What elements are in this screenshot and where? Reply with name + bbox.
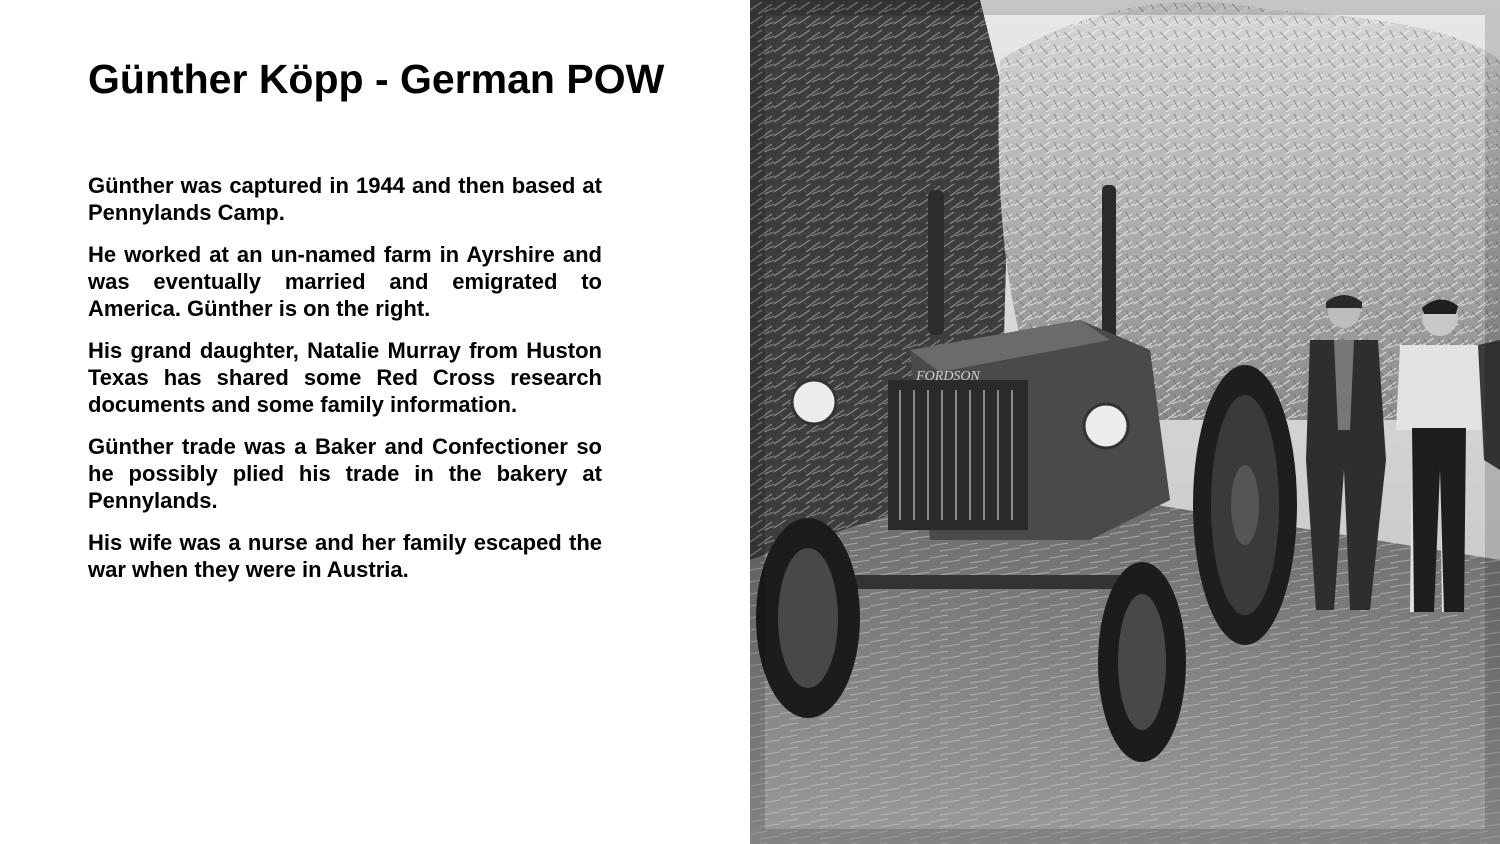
tractor-badge: FORDSON	[916, 369, 980, 384]
paragraph-wife: His wife was a nurse and her family escaped the war when they were in Austria.	[88, 530, 602, 582]
tractor-photo-drawing	[750, 0, 1500, 844]
body-text	[88, 172, 602, 598]
page-title: Günther Köpp - German POW	[88, 56, 665, 102]
paragraph-granddaughter: His grand daughter, Natalie Murray from Huston Texas has shared some Red Cross research documents and some family information.	[88, 338, 602, 417]
paragraph-capture: Günther was captured in 1944 and then based at Pennylands Camp.	[88, 173, 602, 225]
paragraph-trade: Günther trade was a Baker and Confectioner so he possibly plied his trade in the bakery at Pennylands.	[88, 434, 602, 513]
paragraph-farm: He worked at an un-named farm in Ayrshire and was eventually married and emigrated to America. Günther is on the right.	[88, 242, 602, 321]
tractor-photo	[750, 0, 1500, 844]
